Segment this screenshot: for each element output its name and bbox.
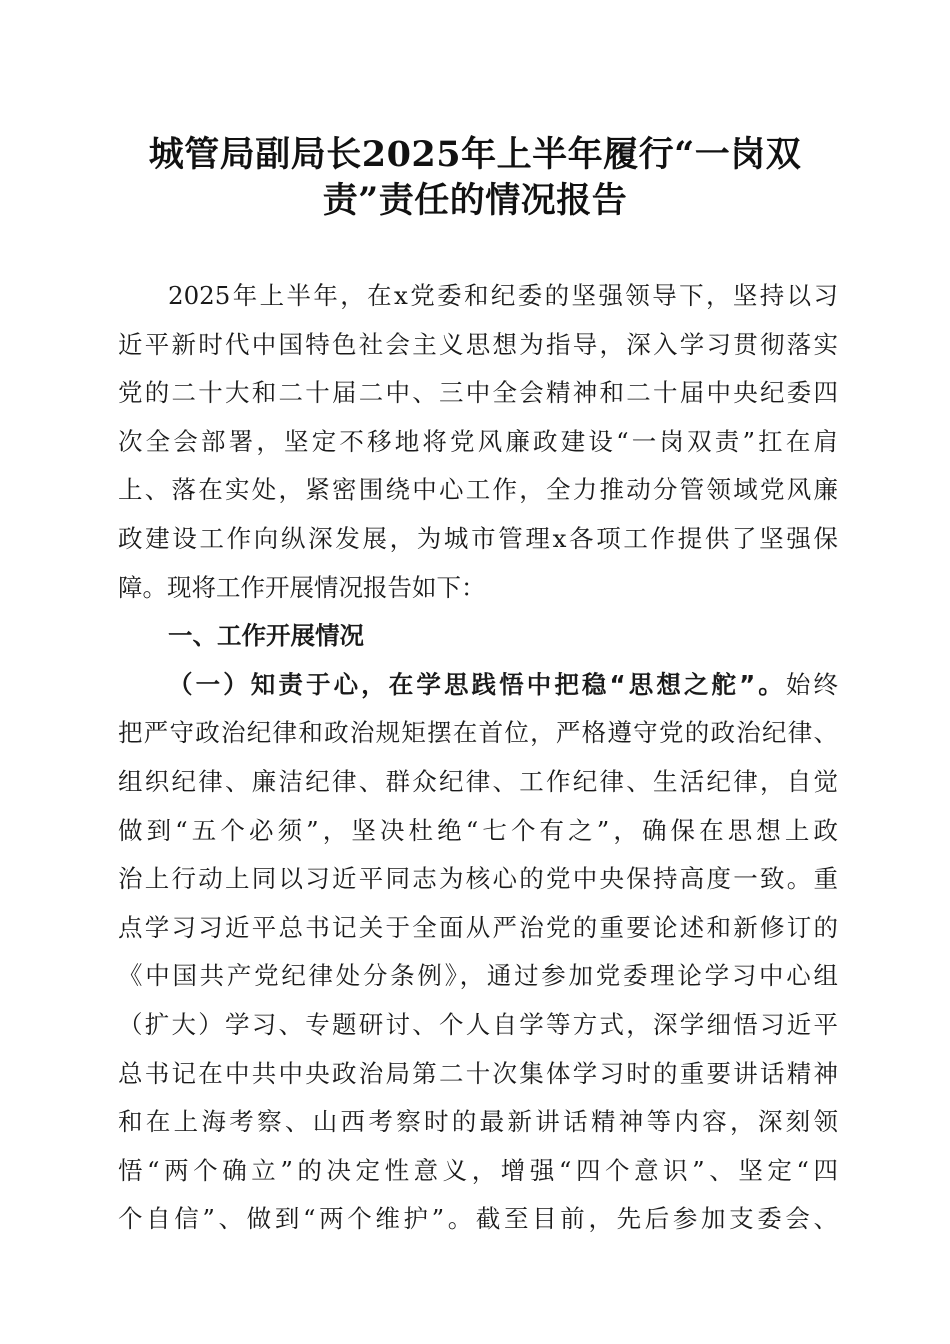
paragraph-line: 和在上海考察、山西考察时的最新讲话精神等内容，深刻领 [118,1107,838,1137]
paragraph-line: 政建设工作向纵深发展，为城市管理x各项工作提供了坚强保 [118,523,838,553]
paragraph-line: 治上行动上同以习近平同志为核心的党中央保持高度一致。重 [118,864,838,894]
paragraph-line: 次全会部署，坚定不移地将党风廉政建设“一岗双责”扛在肩 [118,426,838,456]
paragraph-line: （扩大）学习、专题研讨、个人自学等方式，深学细悟习近平 [118,1009,838,1039]
paragraph-line: 组织纪律、廉洁纪律、群众纪律、工作纪律、生活纪律，自觉 [118,766,838,796]
paragraph-line: 《中国共产党纪律处分条例》，通过参加党委理论学习中心组 [118,961,838,991]
paragraph-line: 把严守政治纪律和政治规矩摆在首位，严格遵守党的政治纪律、 [118,718,838,748]
paragraph-line: 悟“两个确立”的决定性意义，增强“四个意识”、坚定“四 [118,1155,838,1185]
subsection-heading: （一）知责于心，在学思践悟中把稳“思想之舵”。 [168,669,786,699]
paragraph-line: 做到“五个必须”，坚决杜绝“七个有之”，确保在思想上政 [118,815,838,845]
title-line-2: 责”责任的情况报告 [322,180,628,221]
paragraph-line: 近平新时代中国特色社会主义思想为指导，深入学习贯彻落实 [118,329,838,359]
paragraph-line: 总书记在中共中央政治局第二十次集体学习时的重要讲话精神 [118,1058,838,1088]
document-body [118,272,838,1244]
paragraph-line: 上、落在实处，紧密围绕中心工作，全力推动分管领域党风廉 [118,475,838,505]
subsection-line [118,661,838,710]
subsection-lead-text: 始终 [785,669,839,699]
section-heading: 一、工作开展情况 [168,621,364,651]
document-title [120,132,830,224]
title-line-1: 城管局副局长2025年上半年履行“一岗双 [148,134,802,175]
paragraph-line: 2025年上半年，在x党委和纪委的坚强领导下，坚持以习 [168,281,838,310]
paragraph-line: 点学习习近平总书记关于全面从严治党的重要论述和新修订的 [118,912,838,942]
paragraph-line: 个自信”、做到“两个维护”。截至目前，先后参加支委会、 [118,1204,838,1234]
paragraph-line: 障。现将工作开展情况报告如下： [118,572,486,602]
paragraph-line: 党的二十大和二十届二中、三中全会精神和二十届中央纪委四 [118,378,838,408]
